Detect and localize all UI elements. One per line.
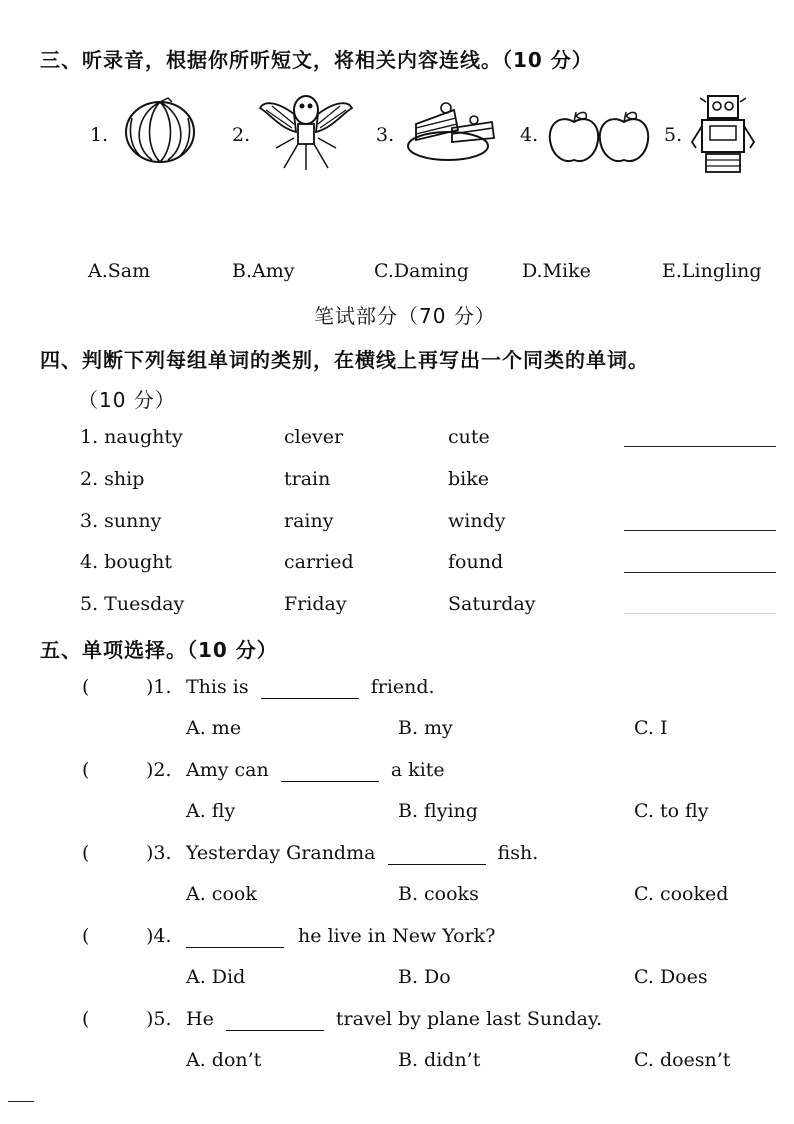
- q1-option-c[interactable]: C. I: [634, 717, 668, 739]
- q2-option-b[interactable]: B. flying: [398, 800, 478, 822]
- q5-text-before: He: [186, 1008, 214, 1030]
- section4-score: （10 分）: [78, 388, 176, 412]
- s4-row2-word1: 2. ship: [80, 468, 145, 490]
- q4-text-after: he live in New York?: [298, 925, 496, 947]
- s4-row2-word2: train: [284, 468, 331, 490]
- s4-row4-word1: 4. bought: [80, 551, 173, 573]
- q4-blank[interactable]: [186, 925, 284, 948]
- q2-option-a[interactable]: A. fly: [186, 800, 236, 822]
- q2-number: )2.: [146, 759, 172, 781]
- s4-row4-word3: found: [448, 551, 504, 573]
- q5-text-after: travel by plane last Sunday.: [335, 1008, 603, 1030]
- q1-number: )1.: [146, 676, 172, 698]
- section4-title: 四、判断下列每组单词的类别，在横线上再写出一个同类的单词。: [40, 348, 649, 372]
- apples-icon: [546, 108, 650, 164]
- s4-row3-word1: 3. sunny: [80, 510, 162, 532]
- kite-icon: [258, 88, 354, 172]
- cake-icon: [404, 96, 500, 164]
- q4-stem: [186, 925, 495, 948]
- picture-number-1: 1.: [90, 124, 109, 146]
- picture-number-2: 2.: [232, 124, 251, 146]
- q5-stem: [186, 1008, 602, 1031]
- q3-option-b[interactable]: B. cooks: [398, 883, 479, 905]
- s4-row3-word2: rainy: [284, 510, 334, 532]
- robot-icon: [688, 90, 758, 178]
- s4-row3-word3: windy: [448, 510, 506, 532]
- q4-number: )4.: [146, 925, 172, 947]
- picture-number-3: 3.: [376, 124, 395, 146]
- page-footer-rule: [8, 1101, 34, 1102]
- watermelon-icon: [122, 96, 198, 164]
- q3-option-c[interactable]: C. cooked: [634, 883, 729, 905]
- q4-option-a[interactable]: A. Did: [186, 966, 246, 988]
- s4-row5-word3: Saturday: [448, 593, 536, 615]
- q1-open-paren: (: [82, 676, 90, 698]
- q1-blank[interactable]: [261, 676, 359, 699]
- q3-text-after: fish.: [497, 842, 539, 864]
- written-part-heading: 笔试部分（70 分）: [314, 304, 496, 328]
- q1-option-b[interactable]: B. my: [398, 717, 453, 739]
- s4-row3-answer-line[interactable]: [624, 530, 776, 531]
- q4-option-b[interactable]: B. Do: [398, 966, 451, 988]
- q3-blank[interactable]: [388, 842, 486, 865]
- s4-row2-word3: bike: [448, 468, 489, 490]
- s4-row5-word1: 5. Tuesday: [80, 593, 185, 615]
- s4-row4-word2: carried: [284, 551, 354, 573]
- name-d: D.Mike: [522, 260, 591, 282]
- q1-text-before: This is: [186, 676, 249, 698]
- q4-open-paren: (: [82, 925, 90, 947]
- q4-option-c[interactable]: C. Does: [634, 966, 708, 988]
- q2-text-after: a kite: [390, 759, 445, 781]
- name-e: E.Lingling: [662, 260, 762, 282]
- s4-row5-answer-line[interactable]: [624, 613, 776, 614]
- q2-open-paren: (: [82, 759, 90, 781]
- q2-option-c[interactable]: C. to fly: [634, 800, 709, 822]
- q2-stem: [186, 759, 445, 782]
- q2-blank[interactable]: [281, 759, 379, 782]
- name-b: B.Amy: [232, 260, 295, 282]
- q5-option-a[interactable]: A. don’t: [186, 1049, 262, 1071]
- s4-row5-word2: Friday: [284, 593, 347, 615]
- q5-number: )5.: [146, 1008, 172, 1030]
- picture-number-4: 4.: [520, 124, 539, 146]
- q3-open-paren: (: [82, 842, 90, 864]
- q3-stem: [186, 842, 538, 865]
- section3-title: 三、听录音，根据你所听短文，将相关内容连线。（10 分）: [40, 48, 593, 72]
- name-a: A.Sam: [88, 260, 151, 282]
- s4-row1-word2: clever: [284, 426, 344, 448]
- section5-title: 五、单项选择。（10 分）: [40, 638, 278, 662]
- q5-option-b[interactable]: B. didn’t: [398, 1049, 481, 1071]
- s4-row1-word1: 1. naughty: [80, 426, 183, 448]
- s4-row1-word3: cute: [448, 426, 490, 448]
- q5-blank[interactable]: [226, 1008, 324, 1031]
- q1-text-after: friend.: [370, 676, 435, 698]
- picture-number-5: 5.: [664, 124, 683, 146]
- q1-stem: [186, 676, 435, 699]
- q2-text-before: Amy can: [186, 759, 269, 781]
- name-c: C.Daming: [374, 260, 469, 282]
- q3-text-before: Yesterday Grandma: [186, 842, 376, 864]
- s4-row4-answer-line[interactable]: [624, 572, 776, 573]
- q3-number: )3.: [146, 842, 172, 864]
- s4-row1-answer-line[interactable]: [624, 446, 776, 447]
- q3-option-a[interactable]: A. cook: [186, 883, 257, 905]
- q1-option-a[interactable]: A. me: [186, 717, 242, 739]
- q5-open-paren: (: [82, 1008, 90, 1030]
- q5-option-c[interactable]: C. doesn’t: [634, 1049, 731, 1071]
